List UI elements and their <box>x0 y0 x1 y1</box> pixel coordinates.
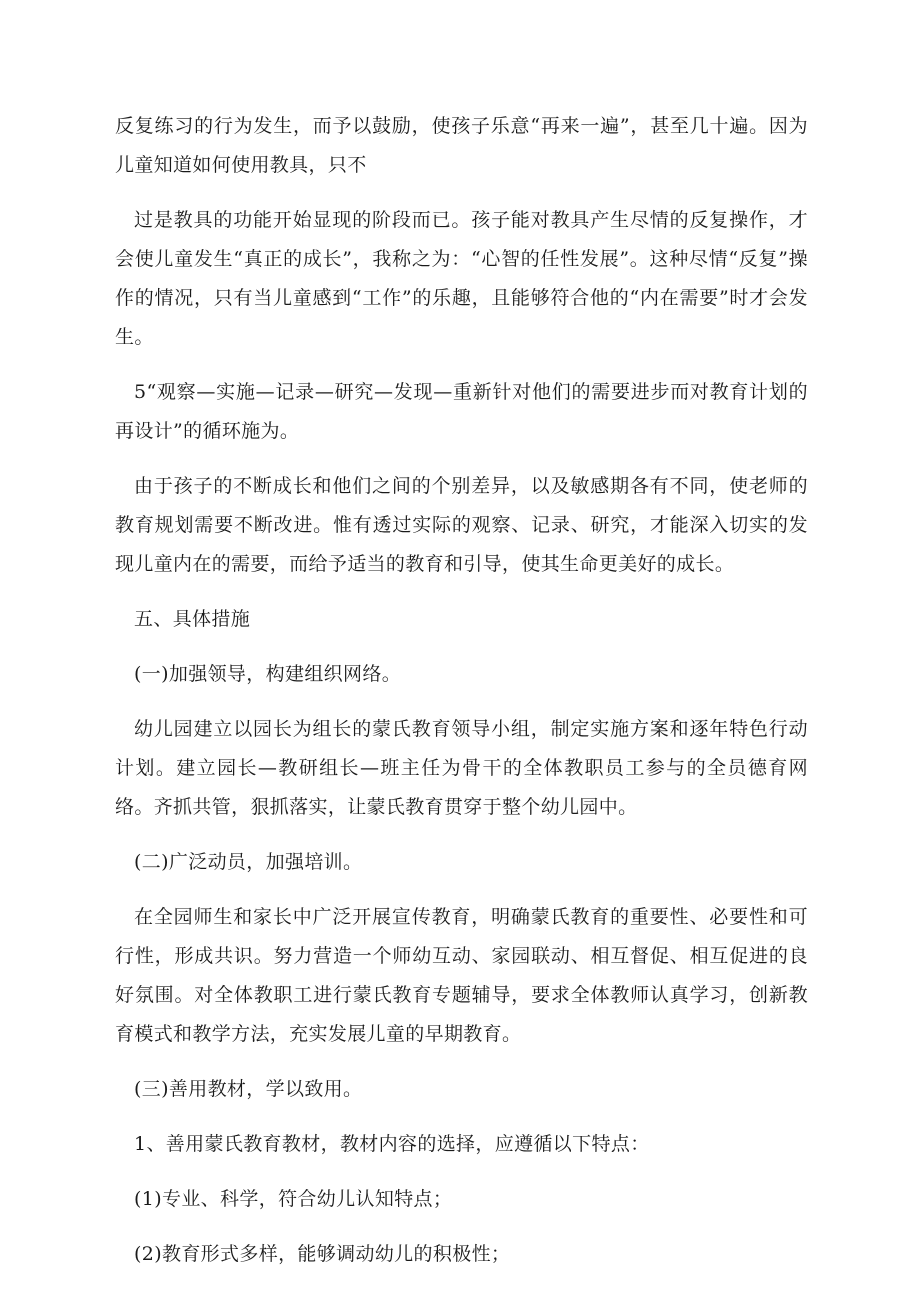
list-item-1-1: (1)专业、科学，符合幼儿认知特点； <box>134 1188 453 1210</box>
list-item-1: 1、善用蒙氏教育教材，教材内容的选择，应遵循以下特点： <box>134 1133 650 1155</box>
section-heading-measures: 五、具体措施 <box>134 608 251 630</box>
paragraph-1: 反复练习的行为发生，而予以鼓励，使孩子乐意“再来一遍”，甚至几十遍。因为儿童知道如何使用教具，只不 <box>115 115 808 176</box>
subheading-training: (二)广泛动员，加强培训。 <box>134 851 363 873</box>
paragraph-5: 幼儿园建立以园长为组长的蒙氏教育领导小组，制定实施方案和逐年特色行动计划。建立园长—教研组长—班主任为骨干的全体教职员工参与的全员德育网络。齐抓共管，狠抓落实，让蒙氏教育贯穿于整个幼儿园中。 <box>115 718 808 818</box>
paragraph-6: 在全园师生和家长中广泛开展宣传教育，明确蒙氏教育的重要性、必要性和可行性，形成共识。努力营造一个师幼互动、家园联动、相互督促、相互促进的良好氛围。对全体教职工进行蒙氏教育专题辅导，要求全体教师认真学习，创新教育模式和教学方法，充实发展儿童的早期教育。 <box>115 906 808 1045</box>
subheading-leadership: (一)加强领导，构建组织网络。 <box>134 663 402 685</box>
list-item-1-2: (2)教育形式多样，能够调动幼儿的积极性； <box>134 1243 511 1265</box>
paragraph-4: 由于孩子的不断成长和他们之间的个别差异，以及敏感期各有不同，使老师的教育规划需要不断改进。惟有透过实际的观察、记录、研究，才能深入切实的发现儿童内在的需要，而给予适当的教育和引导，使其生命更美好的成长。 <box>115 475 808 575</box>
paragraph-3: 5“观察—实施—记录—研究—发现—重新针对他们的需要进步而对教育计划的再设计”的循环施为。 <box>115 381 808 442</box>
paragraph-2: 过是教具的功能开始显现的阶段而已。孩子能对教具产生尽情的反复操作，才会使儿童发生“真正的成长”，我称之为：“心智的任性发展”。这种尽情“反复”操作的情况，只有当儿童感到“工作”的乐趣，且能够符合他的“内在需要”时才会发生。 <box>115 209 808 348</box>
subheading-materials: (三)善用教材，学以致用。 <box>134 1078 363 1100</box>
